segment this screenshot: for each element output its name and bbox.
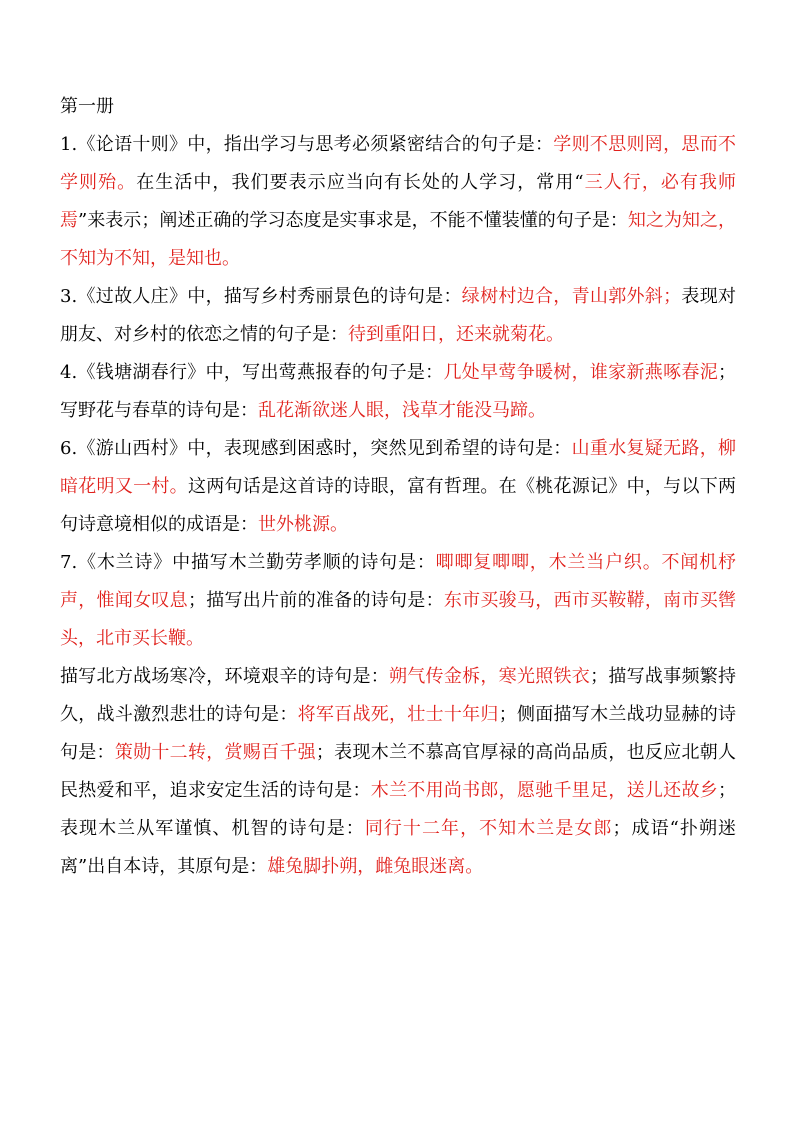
- answer-text: 雄兔脚扑朔，雌兔眼迷离。: [267, 856, 484, 877]
- question-text: 7.《木兰诗》中描写木兰勤劳孝顺的诗句是：: [60, 552, 436, 573]
- question-text: 描写北方战场寒冷，环境艰辛的诗句是：: [60, 666, 389, 687]
- question-text: ；成语“扑朔迷离”出自本诗，其原句是：: [60, 818, 737, 877]
- answer-text: 东市买骏马，西市买鞍鞯，南市买辔头，北市买长鞭。: [60, 590, 737, 649]
- answer-text: 木兰不用尚书郎，愿驰千里足，送儿还故乡: [370, 780, 719, 801]
- paragraph-lunyu: [60, 126, 736, 278]
- question-text: 表现对朋友、对乡村的依恋之情的句子是：: [60, 286, 737, 345]
- question-text: 4.《钱塘湖春行》中，写出莺燕报春的句子是：: [60, 362, 444, 383]
- question-text: 6.《游山西村》中，表现感到困惑时，突然见到希望的诗句是：: [60, 438, 572, 459]
- answer-text: 绿树村边合，青山郭外斜；: [461, 286, 682, 307]
- volume-heading: 第一册: [60, 96, 114, 117]
- question-text: ；写野花与春草的诗句是：: [60, 362, 737, 421]
- answer-text: 唧唧复唧唧，木兰当户织。不闻机杼声，惟闻女叹息: [60, 552, 737, 611]
- document-page: [60, 88, 736, 886]
- question-text: 3.《过故人庄》中，描写乡村秀丽景色的诗句是：: [60, 286, 462, 307]
- answer-text: 学则不思则罔，思而不学则殆。: [60, 134, 737, 193]
- answer-text: 乱花渐欲迷人眼，浅草才能没马蹄。: [258, 400, 546, 421]
- answer-text: 三人行，必有我师焉: [60, 172, 737, 231]
- answer-text: 同行十二年，不知木兰是女郎: [364, 818, 613, 839]
- question-text: ；描写出片前的准备的诗句是：: [187, 590, 444, 611]
- answer-text: 几处早莺争暖树，谁家新燕啄春泥: [443, 362, 719, 383]
- paragraph-youshanxicun: [60, 430, 736, 544]
- question-text: 在生活中，我们要表示应当向有长处的人学习，常用“: [136, 172, 584, 193]
- answer-text: 朔气传金柝，寒光照铁衣: [389, 666, 591, 687]
- question-text: 这两句话是这首诗的诗眼，富有哲理。在《桃花源记》中，与以下两句诗意境相似的成语是：: [60, 476, 737, 535]
- answer-text: 策勋十二转，赏赐百千强: [114, 742, 316, 763]
- answer-text: 山重水复疑无路，柳暗花明又一村。: [60, 438, 736, 497]
- answer-text: 知之为知之，不知为不知，是知也。: [60, 210, 737, 269]
- paragraph-mulanshi-continued: [60, 658, 736, 886]
- question-text: ；描写战事频繁持久，战斗激烈悲壮的诗句是：: [60, 666, 737, 725]
- question-text: ；侧面描写木兰战功显赫的诗句是：: [60, 704, 737, 763]
- question-text: ；表现木兰不慕高官厚禄的高尚品质，也反应北朝人民热爱和平，追求安定生活的诗句是：: [60, 742, 737, 801]
- paragraph-guogurenzhuang: [60, 278, 736, 354]
- question-text: ；表现木兰从军谨慎、机智的诗句是：: [60, 780, 737, 839]
- answer-text: 将军百战死，壮士十年归: [297, 704, 499, 725]
- paragraph-qiantanghu: [60, 354, 736, 430]
- answer-text: 待到重阳日，还来就菊花。: [348, 324, 564, 345]
- question-text: ”来表示；阐述正确的学习态度是实事求是，不能不懂装懂的句子是：: [78, 210, 628, 231]
- question-text: 1.《论语十则》中，指出学习与思考必须紧密结合的句子是：: [60, 134, 554, 155]
- answer-text: 世外桃源。: [258, 514, 348, 535]
- paragraph-mulanshi: [60, 544, 736, 658]
